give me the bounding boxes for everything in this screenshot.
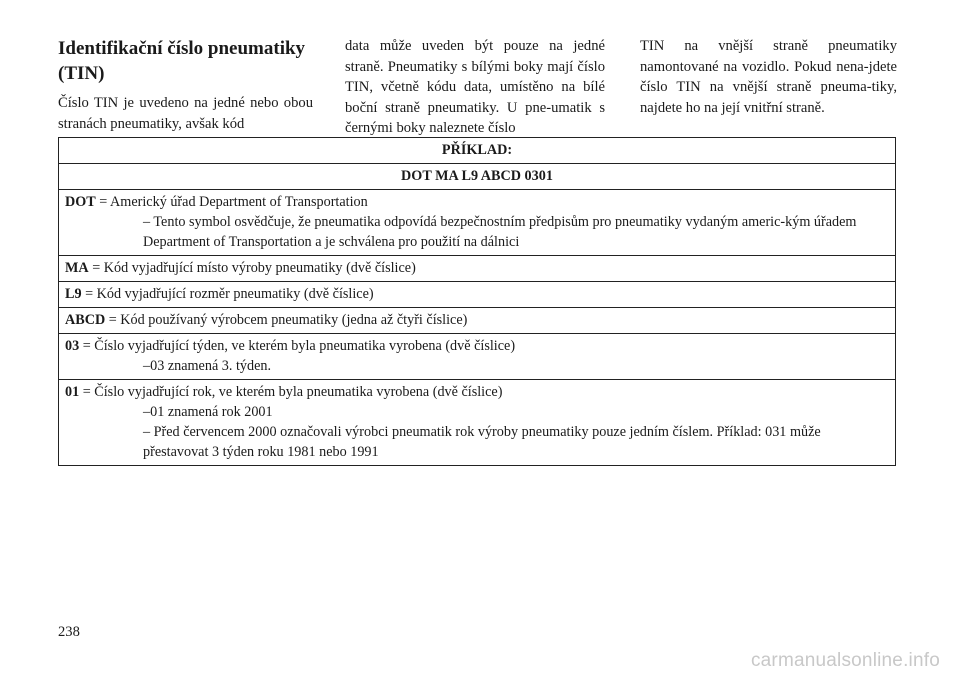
code-description: = Kód používaný výrobcem pneumatiky (jedna až čtyři číslice) — [105, 312, 468, 328]
row-definition — [65, 384, 502, 400]
example-label: PŘÍKLAD: — [59, 138, 896, 164]
code-description: = Kód vyjadřující místo výroby pneumatiky (dvě číslice) — [88, 260, 416, 276]
table-cell — [59, 334, 896, 380]
table-row — [59, 282, 896, 308]
row-definition — [65, 260, 416, 276]
page-number: 238 — [58, 624, 80, 640]
code-description: = Číslo vyjadřující rok, ve kterém byla pneumatika vyrobena (dvě číslice) — [79, 384, 503, 400]
example-code: DOT MA L9 ABCD 0301 — [59, 164, 896, 190]
table-cell — [59, 256, 896, 282]
code-key: MA — [65, 260, 89, 276]
table-row — [59, 380, 896, 466]
code-description: = Americký úřad Department of Transportation — [95, 194, 368, 210]
table-cell — [59, 380, 896, 466]
code-note: –01 znamená rok 2001 — [143, 404, 273, 420]
table-row — [59, 308, 896, 334]
code-description: = Kód vyjadřující rozměr pneumatiky (dvě číslice) — [81, 286, 374, 302]
column-1 — [58, 36, 313, 134]
column-3 — [640, 36, 897, 118]
table-row — [59, 190, 896, 256]
row-definition — [65, 312, 467, 328]
example-label-row — [59, 138, 896, 164]
table-row — [59, 256, 896, 282]
code-key: DOT — [65, 194, 96, 210]
column-2 — [345, 36, 605, 139]
code-note: – Tento symbol osvědčuje, že pneumatika odpovídá bezpečnostním předpisům pro pneumatiky vydaným americ-kým úřadem Department of Transportation a je schválena pro použití na dálnici — [143, 214, 857, 250]
row-definition — [65, 286, 374, 302]
table-row — [59, 334, 896, 380]
section-heading: Identifikační číslo pneumatiky (TIN) — [58, 38, 306, 84]
table-cell — [59, 282, 896, 308]
code-note: –03 znamená 3. týden. — [143, 358, 272, 374]
code-key: ABCD — [65, 312, 106, 328]
body-text-3: TIN na vnější straně pneumatiky namontované na vozidlo. Pokud nena-jdete číslo TIN na vnější straně pneuma-tiky, najdete ho na její vnitřní straně. — [640, 38, 897, 116]
code-note: – Před červencem 2000 označovali výrobci pneumatik rok výroby pneumatiky pouze jedním číslem. Příklad: 031 může přestavovat 3 týden roku 1981 nebo 1991 — [143, 424, 821, 460]
table-cell — [59, 308, 896, 334]
code-key: L9 — [65, 286, 82, 302]
table-cell — [59, 190, 896, 256]
row-definition — [65, 338, 515, 354]
body-text-2: data může uveden být pouze na jedné straně. Pneumatiky s bílými boky mají číslo TIN, včetně kódu data, umístěno na bílé boční straně pneumatiky. U pne-umatik s černými boky naleznete číslo — [345, 38, 605, 136]
code-description: = Číslo vyjadřující týden, ve kterém byla pneumatika vyrobena (dvě číslice) — [79, 338, 516, 354]
tin-example-table — [58, 137, 896, 466]
intro-text: Číslo TIN je uvedeno na jedné nebo obou stranách pneumatiky, avšak kód — [58, 95, 313, 132]
code-key: 03 — [65, 338, 80, 354]
row-definition — [65, 194, 368, 210]
watermark: carmanualsonline.info — [750, 650, 940, 671]
example-code-row — [59, 164, 896, 190]
code-key: 01 — [65, 384, 80, 400]
